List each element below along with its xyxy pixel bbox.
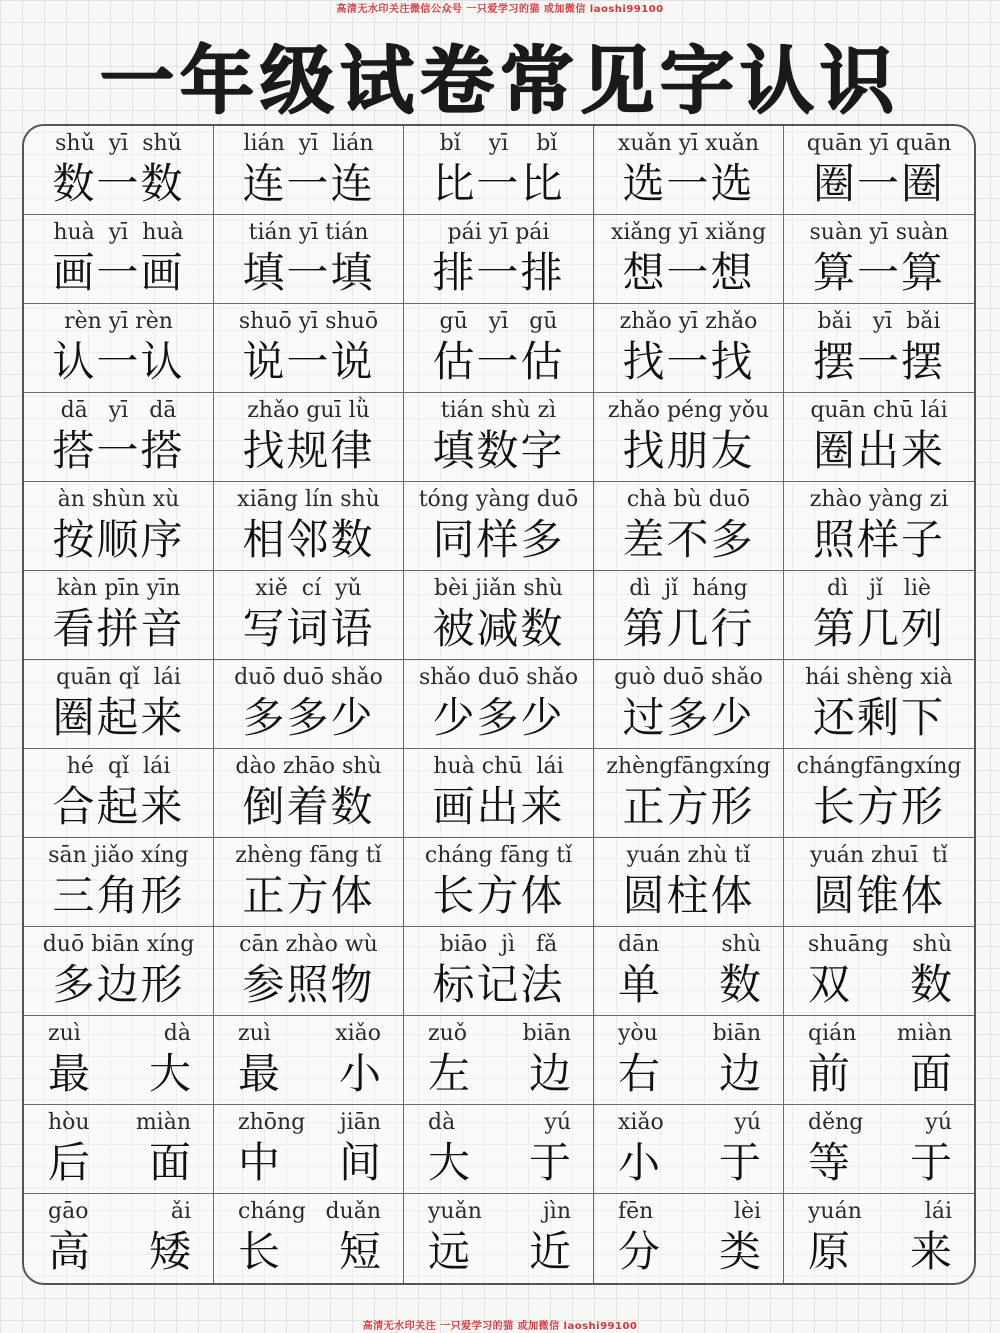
pinyin-text: xiāng lín shù [237, 487, 380, 512]
pinyin-text: chángfāngxíng [796, 754, 962, 779]
hanzi-text: 等 [808, 1138, 851, 1187]
hanzi-text: 高 [48, 1227, 91, 1276]
pinyin-text: cháng [238, 1199, 306, 1224]
hanzi-text: 找一找 [622, 337, 755, 386]
hanzi-text: 被减数 [432, 604, 565, 653]
pinyin-text: yòu [618, 1021, 658, 1046]
word-pair [594, 1108, 783, 1188]
hanzi-text: 短 [338, 1227, 381, 1276]
hanzi-text: 过多少 [622, 693, 755, 742]
hanzi-text: 类 [718, 1227, 761, 1276]
pinyin-text: xiǎng yī xiǎng [610, 220, 767, 245]
hanzi-text: 圈出来 [812, 426, 945, 475]
hanzi-text: 数 [909, 960, 952, 1009]
hanzi-text: 双 [808, 960, 851, 1009]
word-cell [404, 838, 594, 927]
hanzi-text: 圆锥体 [812, 871, 945, 920]
pinyin-text: biān [712, 1021, 761, 1046]
pinyin-text: yuán [808, 1199, 862, 1224]
pinyin-text: xiǎo [335, 1021, 381, 1046]
word-cell [404, 660, 594, 749]
hanzi-text: 左 [428, 1049, 471, 1098]
page-title: 一年级试卷常见字认识 [100, 38, 900, 124]
hanzi-text: 于 [909, 1138, 952, 1187]
hanzi-text: 小 [338, 1049, 381, 1098]
pinyin-text: bǐ yī bǐ [439, 131, 558, 156]
word-cell [404, 927, 594, 1016]
word-cell [404, 571, 594, 660]
word-cell [784, 838, 974, 927]
hanzi-text: 间 [338, 1138, 381, 1187]
pinyin-text: yú [544, 1110, 571, 1135]
pinyin-text: yuǎn [428, 1199, 482, 1224]
word-cell [784, 1194, 974, 1283]
pinyin-text: shǎo duō shǎo [418, 665, 579, 690]
word-cell [214, 660, 404, 749]
hanzi-text: 边 [718, 1049, 761, 1098]
word-pair [24, 1019, 213, 1099]
pinyin-text: pái yī pái [447, 220, 550, 245]
word-cell [24, 927, 214, 1016]
word-pair [214, 1019, 403, 1099]
hanzi-text: 边 [528, 1049, 571, 1098]
hanzi-text: 圈起来 [52, 693, 185, 742]
pinyin-text: tián shù zì [440, 398, 557, 423]
hanzi-text: 倒着数 [242, 782, 375, 831]
word-cell [784, 215, 974, 304]
hanzi-text: 最 [238, 1049, 281, 1098]
pinyin-text: shù [721, 932, 761, 957]
word-cell [404, 1194, 594, 1283]
hanzi-text: 于 [528, 1138, 571, 1187]
hanzi-text: 画一画 [52, 248, 185, 297]
pinyin-text: kàn pīn yīn [56, 576, 181, 601]
word-cell [594, 1105, 784, 1194]
word-cell [594, 482, 784, 571]
pinyin-text: dì jǐ háng [629, 576, 748, 601]
pinyin-text: zhǎo péng yǒu [607, 398, 770, 423]
pinyin-text: xiǎo [618, 1110, 664, 1135]
word-pair [594, 930, 783, 1010]
word-cell [214, 1105, 404, 1194]
pinyin-text: guò duō shǎo [614, 665, 763, 690]
pinyin-text: miàn [896, 1021, 952, 1046]
hanzi-text: 认一认 [52, 337, 185, 386]
hanzi-text: 画出来 [432, 782, 565, 831]
pinyin-text: lián yī lián [243, 131, 374, 156]
word-cell [24, 571, 214, 660]
hanzi-text: 于 [718, 1138, 761, 1187]
word-cell [404, 1016, 594, 1105]
pinyin-text: tóng yàng duō [418, 487, 579, 512]
word-cell [594, 571, 784, 660]
word-pair [404, 1108, 593, 1188]
pinyin-text: ǎi [170, 1199, 191, 1224]
word-pair [784, 1108, 974, 1188]
hanzi-text: 找朋友 [622, 426, 755, 475]
pinyin-text: gāo [48, 1199, 89, 1224]
pinyin-text: dà [163, 1021, 191, 1046]
word-cell [214, 393, 404, 482]
word-cell [214, 1194, 404, 1283]
hanzi-text: 看拼音 [52, 604, 185, 653]
pinyin-text: duō biān xíng [42, 932, 195, 957]
hanzi-text: 中 [238, 1138, 281, 1187]
hanzi-text: 多多少 [242, 693, 375, 742]
hanzi-text: 面 [909, 1049, 952, 1098]
hanzi-text: 搭一搭 [52, 426, 185, 475]
pinyin-text: quān chū lái [810, 398, 948, 423]
word-cell [404, 749, 594, 838]
hanzi-text: 单 [618, 960, 661, 1009]
pinyin-text: qián [808, 1021, 857, 1046]
pinyin-text: hòu [48, 1110, 90, 1135]
word-cell [784, 1016, 974, 1105]
word-cell [24, 660, 214, 749]
pinyin-text: suàn yī suàn [809, 220, 949, 245]
hanzi-text: 写词语 [242, 604, 375, 653]
hanzi-text: 连一连 [242, 159, 375, 208]
pinyin-text: tián yī tián [248, 220, 369, 245]
pinyin-text: yuán zhuī tǐ [810, 843, 948, 868]
word-cell [24, 749, 214, 838]
pinyin-text: quān qǐ lái [56, 665, 181, 690]
hanzi-text: 第几列 [812, 604, 945, 653]
pinyin-text: duō duō shǎo [234, 665, 383, 690]
word-pair [404, 1019, 593, 1099]
pinyin-text: zhǎo guī lǜ [247, 398, 370, 423]
word-cell [784, 126, 974, 215]
word-cell [404, 482, 594, 571]
word-pair [594, 1019, 783, 1099]
word-cell [214, 126, 404, 215]
pinyin-text: bèi jiǎn shù [434, 576, 563, 601]
hanzi-text: 填数字 [432, 426, 565, 475]
hanzi-text: 小 [618, 1138, 661, 1187]
hanzi-text: 填一填 [242, 248, 375, 297]
pinyin-text: fēn [618, 1199, 654, 1224]
pinyin-text: lái [924, 1199, 952, 1224]
word-cell [24, 304, 214, 393]
hanzi-text: 找规律 [242, 426, 375, 475]
pinyin-text: biāo jì fǎ [439, 932, 558, 957]
pinyin-text: miàn [135, 1110, 191, 1135]
pinyin-text: dā yī dā [60, 398, 177, 423]
hanzi-text: 选一选 [622, 159, 755, 208]
word-pair [214, 1108, 403, 1188]
hanzi-text: 合起来 [52, 782, 185, 831]
word-cell [214, 1016, 404, 1105]
word-cell [594, 1016, 784, 1105]
pinyin-text: zuǒ [428, 1021, 468, 1046]
word-cell [214, 215, 404, 304]
hanzi-text: 排一排 [432, 248, 565, 297]
word-cell [24, 1016, 214, 1105]
pinyin-text: chà bù duō [626, 487, 751, 512]
hanzi-text: 右 [618, 1049, 661, 1098]
character-grid [22, 124, 976, 1285]
pinyin-text: zhào yàng zi [809, 487, 949, 512]
word-cell [784, 1105, 974, 1194]
hanzi-text: 想一想 [622, 248, 755, 297]
hanzi-text: 还剩下 [812, 693, 945, 742]
word-pair [404, 1197, 593, 1277]
word-pair [784, 1197, 974, 1277]
hanzi-text: 相邻数 [242, 515, 375, 564]
word-cell [24, 126, 214, 215]
word-cell [24, 393, 214, 482]
hanzi-text: 说一说 [242, 337, 375, 386]
word-cell [24, 1194, 214, 1283]
pinyin-text: zhèngfāngxíng [606, 754, 771, 779]
pinyin-text: lèi [733, 1199, 761, 1224]
word-cell [594, 304, 784, 393]
hanzi-text: 远 [428, 1227, 471, 1276]
pinyin-text: zhōng [238, 1110, 306, 1135]
hanzi-text: 圆柱体 [622, 871, 755, 920]
hanzi-text: 大 [148, 1049, 191, 1098]
pinyin-text: yuán zhù tǐ [626, 843, 751, 868]
word-cell [214, 927, 404, 1016]
pinyin-text: xiě cí yǔ [255, 576, 362, 601]
hanzi-text: 算一算 [812, 248, 945, 297]
hanzi-text: 多边形 [52, 960, 185, 1009]
pinyin-text: jìn [542, 1199, 571, 1224]
word-cell [594, 927, 784, 1016]
hanzi-text: 近 [528, 1227, 571, 1276]
pinyin-text: àn shùn xù [57, 487, 180, 512]
hanzi-text: 分 [618, 1227, 661, 1276]
pinyin-text: biān [522, 1021, 571, 1046]
pinyin-text: shù [912, 932, 952, 957]
pinyin-text: huà yī huà [53, 220, 184, 245]
word-pair [784, 1019, 974, 1099]
hanzi-text: 摆一摆 [812, 337, 945, 386]
word-cell [594, 838, 784, 927]
pinyin-text: cháng fāng tǐ [424, 843, 573, 868]
word-cell [784, 304, 974, 393]
word-pair [24, 1108, 213, 1188]
word-cell [784, 749, 974, 838]
word-cell [214, 571, 404, 660]
pinyin-text: děng [808, 1110, 864, 1135]
pinyin-text: shuō yī shuō [238, 309, 379, 334]
hanzi-text: 前 [808, 1049, 851, 1098]
pinyin-text: yú [734, 1110, 761, 1135]
word-cell [784, 660, 974, 749]
word-cell [404, 304, 594, 393]
hanzi-text: 第几行 [622, 604, 755, 653]
word-pair [594, 1197, 783, 1277]
hanzi-text: 估一估 [432, 337, 565, 386]
word-cell [404, 215, 594, 304]
hanzi-text: 长方体 [432, 871, 565, 920]
word-cell [214, 838, 404, 927]
pinyin-text: rèn yī rèn [64, 309, 173, 334]
hanzi-text: 少多少 [432, 693, 565, 742]
pinyin-text: dān [618, 932, 660, 957]
pinyin-text: zuì [238, 1021, 271, 1046]
pinyin-text: zhèng fāng tǐ [235, 843, 382, 868]
word-cell [24, 838, 214, 927]
hanzi-text: 数 [718, 960, 761, 1009]
word-cell [404, 126, 594, 215]
pinyin-text: jiān [339, 1110, 381, 1135]
pinyin-text: shuāng [808, 932, 889, 957]
hanzi-text: 数一数 [52, 159, 185, 208]
word-pair [24, 1197, 213, 1277]
pinyin-text: duǎn [325, 1199, 381, 1224]
hanzi-text: 长 [238, 1227, 281, 1276]
hanzi-text: 正方体 [242, 871, 375, 920]
pinyin-text: zuì [48, 1021, 81, 1046]
word-cell [214, 749, 404, 838]
word-cell [24, 482, 214, 571]
pinyin-text: gū yī gū [439, 309, 558, 334]
pinyin-text: dào zhāo shù [235, 754, 382, 779]
hanzi-text: 大 [428, 1138, 471, 1187]
hanzi-text: 三角形 [52, 871, 185, 920]
hanzi-text: 照样子 [812, 515, 945, 564]
hanzi-text: 比一比 [432, 159, 565, 208]
word-cell [784, 482, 974, 571]
pinyin-text: xuǎn yī xuǎn [617, 131, 760, 156]
word-cell [594, 749, 784, 838]
hanzi-text: 参照物 [242, 960, 375, 1009]
watermark-bottom: 高清无水印关注 一只爱学习的猫 或加微信 laoshi99100 [362, 1321, 638, 1332]
word-cell [594, 393, 784, 482]
hanzi-text: 来 [909, 1227, 952, 1276]
hanzi-text: 面 [148, 1138, 191, 1187]
hanzi-text: 差不多 [622, 515, 755, 564]
hanzi-text: 后 [48, 1138, 91, 1187]
hanzi-text: 矮 [148, 1227, 191, 1276]
pinyin-text: cān zhào wù [239, 932, 378, 957]
pinyin-text: hé qǐ lái [66, 754, 171, 779]
pinyin-text: quān yī quān [806, 131, 952, 156]
word-cell [784, 393, 974, 482]
hanzi-text: 最 [48, 1049, 91, 1098]
word-pair [784, 930, 974, 1010]
word-cell [594, 215, 784, 304]
word-pair [214, 1197, 403, 1277]
word-cell [404, 393, 594, 482]
pinyin-text: yú [925, 1110, 952, 1135]
word-cell [404, 1105, 594, 1194]
word-cell [214, 304, 404, 393]
hanzi-text: 按顺序 [52, 515, 185, 564]
pinyin-text: zhǎo yī zhǎo [619, 309, 758, 334]
word-cell [594, 126, 784, 215]
word-cell [24, 215, 214, 304]
pinyin-text: dà [428, 1110, 456, 1135]
hanzi-text: 同样多 [432, 515, 565, 564]
hanzi-text: 原 [808, 1227, 851, 1276]
word-cell [784, 571, 974, 660]
hanzi-text: 标记法 [432, 960, 565, 1009]
word-cell [24, 1105, 214, 1194]
hanzi-text: 圈一圈 [812, 159, 945, 208]
word-cell [594, 660, 784, 749]
word-cell [784, 927, 974, 1016]
word-cell [594, 1194, 784, 1283]
pinyin-text: sān jiǎo xíng [48, 843, 189, 868]
pinyin-text: huà chū lái [433, 754, 564, 779]
pinyin-text: shǔ yī shǔ [55, 131, 182, 156]
pinyin-text: dì jǐ liè [826, 576, 932, 601]
watermark-top: 高清无水印关注微信公众号 一只爱学习的猫 或加微信 laoshi99100 [336, 4, 664, 15]
word-cell [214, 482, 404, 571]
hanzi-text: 正方形 [622, 782, 755, 831]
pinyin-text: hái shèng xià [805, 665, 953, 690]
hanzi-text: 长方形 [812, 782, 945, 831]
pinyin-text: bǎi yī bǎi [817, 309, 941, 334]
